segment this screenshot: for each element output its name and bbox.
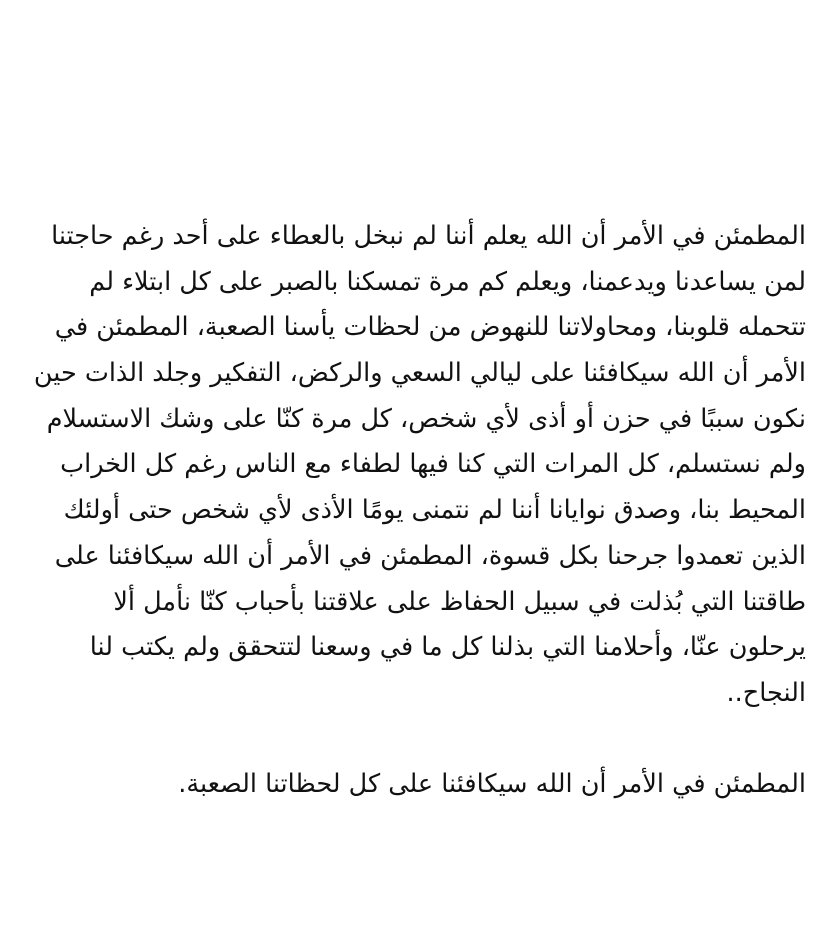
- paragraph-line: نكون سببًا في حزن أو أذى لأي شخص، كل مرة كنّا على وشك الاستسلام: [46, 403, 806, 434]
- paragraph-line: تتحمله قلوبنا، ومحاولاتنا للنهوض من لحظات يأسنا الصعبة، المطمئن في: [54, 312, 806, 343]
- paragraph-line: المحيط بنا، وصدق نوايانا أننا لم نتمنى يومًا الأذى لأي شخص حتى أولئك: [63, 495, 806, 526]
- main-paragraph: [20, 214, 806, 717]
- paragraph-line: لمن يساعدنا ويدعمنا، ويعلم كم مرة تمسكنا بالصبر على كل ابتلاء لم: [89, 266, 806, 297]
- paragraph-line: النجاح..: [726, 677, 806, 708]
- closing-paragraph: [20, 762, 806, 808]
- paragraph-line: يرحلون عنّا، وأحلامنا التي بذلنا كل ما في وسعنا لتتحقق ولم يكتب لنا: [89, 632, 806, 663]
- paragraph-line: الذين تعمدوا جرحنا بكل قسوة، المطمئن في الأمر أن الله سيكافئنا على: [54, 540, 806, 571]
- paragraph-line: الأمر أن الله سيكافئنا على ليالي السعي والركض، التفكير وجلد الذات حين: [33, 358, 806, 389]
- paragraph-line: المطمئن في الأمر أن الله يعلم أننا لم نبخل بالعطاء على أحد رغم حاجتنا: [51, 221, 806, 251]
- paragraph-line: المطمئن في الأمر أن الله سيكافئنا على كل لحظاتنا الصعبة.: [178, 769, 806, 799]
- paragraph-line: ولم نستسلم، كل المرات التي كنا فيها لطفاء مع الناس رغم كل الخراب: [60, 449, 806, 480]
- paragraph-line: طاقتنا التي بُذلت في سبيل الحفاظ على علاقتنا بأحباب كنّا نأمل ألا: [113, 586, 806, 617]
